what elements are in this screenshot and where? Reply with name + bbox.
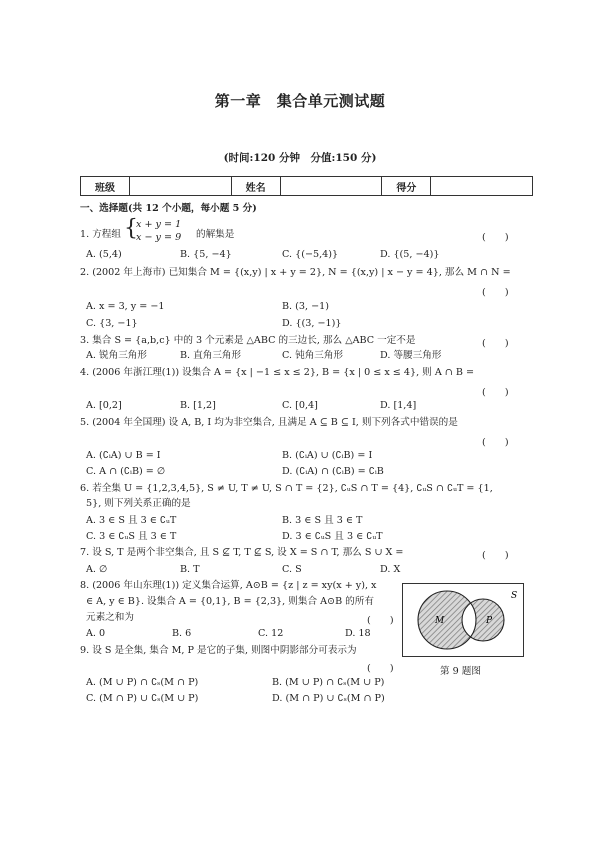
q7-answer-blank: ( )	[482, 550, 509, 561]
q3-option-d: D. 等腰三角形	[380, 350, 442, 361]
page-title: 第一章 集合单元测试题	[214, 92, 386, 110]
class-field[interactable]	[130, 177, 232, 196]
q7-option-a: A. ∅	[86, 564, 108, 575]
q4-answer-blank: ( )	[482, 387, 509, 398]
q8-answer-blank: ( )	[367, 615, 394, 626]
q1-brace: {	[124, 216, 138, 241]
section-heading: 一、选择题(共 12 个小题，每小题 5 分)	[80, 203, 257, 214]
q7-option-b: B. T	[180, 564, 200, 575]
q3-option-a: A. 锐角三角形	[86, 350, 147, 361]
score-field[interactable]	[431, 177, 533, 196]
venn-diagram-svg	[403, 584, 523, 656]
q7-option-d: D. X	[380, 564, 401, 575]
q2-option-a: A. x = 3, y = −1	[86, 301, 165, 312]
venn-diagram-figure	[402, 583, 524, 657]
venn-label-p: P	[486, 616, 493, 626]
q9-option-c: C. (M ∩ P) ∪ ∁ₛ(M ∪ P)	[86, 693, 199, 704]
q4-option-a: A. [0,2]	[86, 400, 122, 411]
q4-stem: 4. (2006 年浙江理(1)) 设集合 A = {x | −1 ≤ x ≤ 2}, B = {x | 0 ≤ x ≤ 4}, 则 A ∩ B =	[80, 367, 475, 378]
q1-stem-a: 1. 方程组	[80, 229, 121, 240]
score-label: 得分	[382, 177, 431, 196]
q1-option-c: C. {(−5,4)}	[282, 249, 339, 260]
q5-option-b: B. (∁ᵢA) ∪ (∁ᵢB) = I	[282, 450, 373, 461]
q6-option-c: C. 3 ∈ ∁ᵤS 且 3 ∈ T	[86, 531, 177, 542]
q4-option-b: B. [1,2]	[180, 400, 216, 411]
q9-option-b: B. (M ∪ P) ∩ ∁ₛ(M ∪ P)	[272, 677, 385, 688]
q1-answer-blank: ( )	[482, 232, 509, 243]
q3-option-c: C. 钝角三角形	[282, 350, 344, 361]
figure-caption: 第 9 题图	[440, 666, 481, 677]
q7-stem: 7. 设 S, T 是两个非空集合, 且 S ⊈ T, T ⊈ S, 设 X = S ∩ T, 那么 S ∪ X =	[80, 547, 404, 558]
q1-option-b: B. {5, −4}	[180, 249, 232, 260]
q3-option-b: B. 直角三角形	[180, 350, 242, 361]
q7-option-c: C. S	[282, 564, 302, 575]
q8-option-a: A. 0	[86, 628, 106, 639]
q2-stem: 2. (2002 年上海市) 已知集合 M = {(x,y) | x + y = 2}, N = {(x,y) | x − y = 4}, 那么 M ∩ N =	[80, 267, 511, 278]
q2-option-b: B. (3, −1)	[282, 301, 329, 312]
q1-option-a: A. (5,4)	[86, 249, 122, 260]
venn-label-s: S	[511, 591, 518, 601]
q9-option-a: A. (M ∪ P) ∩ ∁ₛ(M ∩ P)	[86, 677, 199, 688]
q6-stem-line1: 6. 若全集 U = {1,2,3,4,5}, S ≠ U, T ≠ U, S ∩ T = {2}, ∁ᵤS ∩ T = {4}, ∁ᵤS ∩ ∁ᵤT = {1,	[80, 483, 493, 494]
q4-option-d: D. [1,4]	[380, 400, 417, 411]
q1-equation-1: x + y = 1	[136, 219, 182, 230]
q6-option-d: D. 3 ∈ ∁ᵤS 且 3 ∈ ∁ᵤT	[282, 531, 383, 542]
q8-option-c: C. 12	[258, 628, 284, 639]
q1-option-d: D. {(5, −4)}	[380, 249, 440, 260]
exam-time-score: (时间:120 分钟 分值:150 分)	[223, 152, 377, 164]
q6-option-a: A. 3 ∈ S 且 3 ∈ ∁ᵤT	[86, 515, 177, 526]
q8-option-b: B. 6	[172, 628, 192, 639]
q5-option-a: A. (∁ᵢA) ∪ B = I	[86, 450, 161, 461]
q9-stem: 9. 设 S 是全集, 集合 M, P 是它的子集, 则图中阴影部分可表示为	[80, 645, 357, 656]
q5-answer-blank: ( )	[482, 437, 509, 448]
q8-stem-line1: 8. (2006 年山东理(1)) 定义集合运算, A⊙B = {z | z = xy(x + y), x	[80, 580, 377, 591]
q9-answer-blank: ( )	[367, 663, 394, 674]
venn-label-m: M	[435, 616, 445, 626]
q2-option-d: D. {(3, −1)}	[282, 318, 342, 329]
class-label: 班级	[81, 177, 130, 196]
name-label: 姓名	[231, 177, 280, 196]
student-info-table	[80, 176, 533, 196]
q3-answer-blank: ( )	[482, 338, 509, 349]
q4-option-c: C. [0,4]	[282, 400, 318, 411]
q8-option-d: D. 18	[345, 628, 371, 639]
q2-option-c: C. {3, −1}	[86, 318, 138, 329]
q1-equation-2: x − y = 9	[136, 232, 182, 243]
q8-stem-line2: ∈ A, y ∈ B}. 设集合 A = {0,1}, B = {2,3}, 则集合 A⊙B 的所有	[86, 596, 374, 607]
q6-option-b: B. 3 ∈ S 且 3 ∈ T	[282, 515, 363, 526]
q9-option-d: D. (M ∩ P) ∪ ∁ₛ(M ∩ P)	[272, 693, 385, 704]
q1-stem-b: 的解集是	[196, 229, 235, 240]
q5-option-d: D. (∁ᵢA) ∩ (∁ᵢB) = ∁ᵢB	[282, 466, 384, 477]
q3-stem: 3. 集合 S = {a,b,c} 中的 3 个元素是 △ABC 的三边长, 那么 △ABC 一定不是	[80, 335, 416, 346]
q6-stem-line2: 5}, 则下列关系正确的是	[86, 498, 191, 509]
q5-option-c: C. A ∩ (∁ᵢB) = ∅	[86, 466, 166, 477]
q5-stem: 5. (2004 年全国理) 设 A, B, I 均为非空集合, 且满足 A ⊆ B ⊆ I, 则下列各式中错误的是	[80, 417, 458, 428]
name-field[interactable]	[280, 177, 382, 196]
q2-answer-blank: ( )	[482, 287, 509, 298]
q8-stem-line3: 元素之和为	[86, 612, 134, 623]
